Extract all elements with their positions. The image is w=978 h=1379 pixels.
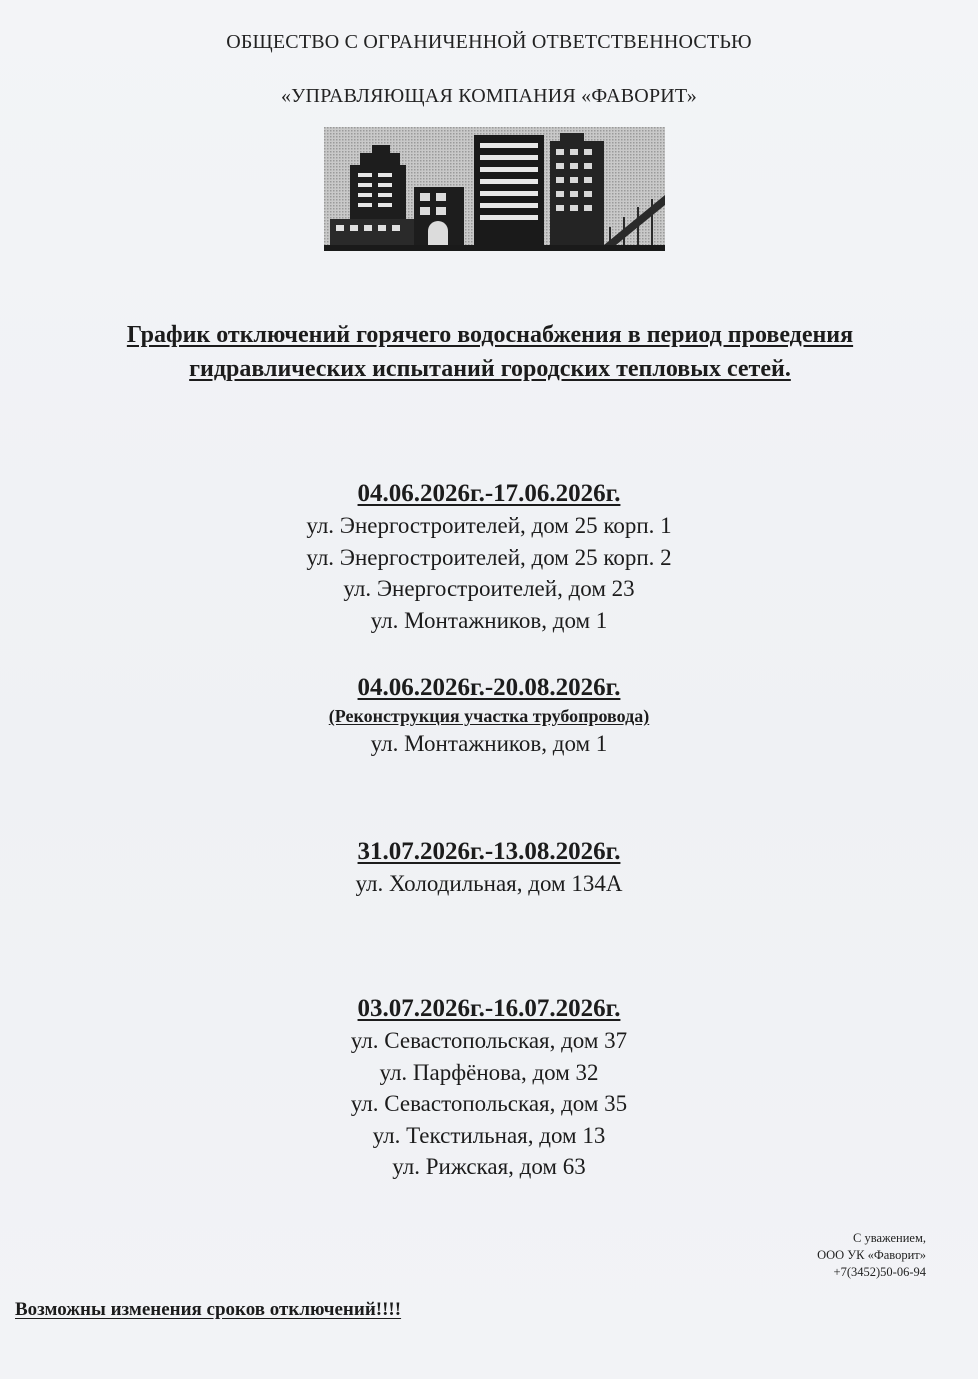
schedule-block <box>0 672 978 760</box>
address-line: ул. Холодильная, дом 134А <box>355 871 623 896</box>
city-buildings-logo <box>324 127 665 251</box>
address-line: ул. Текстильная, дом 13 <box>372 1122 606 1148</box>
period-dates: 04.06.2026г.-17.06.2026г. <box>357 480 621 507</box>
org-name-line-2: «УПРАВЛЯЮЩАЯ КОМПАНИЯ «ФАВОРИТ» <box>280 85 698 107</box>
address-line: ул. Энергостроителей, дом 25 корп. 1 <box>306 513 672 538</box>
address-line: ул. Энергостроителей, дом 23 <box>343 576 635 601</box>
period-note: (Реконструкция участка трубопровода) <box>328 706 650 726</box>
signature-phone: +7(3452)50-06-94 <box>833 1265 926 1279</box>
address-line: ул. Монтажников, дом 1 <box>370 607 608 633</box>
period-dates: 03.07.2026г.-16.07.2026г. <box>357 995 621 1022</box>
address-line: ул. Рижская, дом 63 <box>392 1154 586 1179</box>
schedule-change-warning: Возможны изменения сроков отключений!!!! <box>15 1299 402 1320</box>
address-line: ул. Монтажников, дом 1 <box>370 731 608 756</box>
signature-company: ООО УК «Фаворит» <box>817 1248 926 1262</box>
org-name-line-1: ОБЩЕСТВО С ОГРАНИЧЕННОЙ ОТВЕТСТВЕННОСТЬЮ <box>226 31 752 53</box>
signature-block <box>817 1230 926 1281</box>
schedule-block <box>0 836 978 900</box>
address-line: ул. Севастопольская, дом 35 <box>350 1091 628 1116</box>
schedule-block <box>0 993 978 1183</box>
address-line: ул. Энергостроителей, дом 25 корп. 2 <box>306 544 672 570</box>
signature-greeting: С уважением, <box>853 1231 926 1245</box>
address-line: ул. Севастопольская, дом 37 <box>350 1028 628 1053</box>
address-line: ул. Парфёнова, дом 32 <box>379 1059 599 1085</box>
schedule-block <box>0 478 978 636</box>
period-dates: 31.07.2026г.-13.08.2026г. <box>357 838 621 865</box>
period-dates: 04.06.2026г.-20.08.2026г. <box>357 674 621 701</box>
schedule-title: График отключений горячего водоснабжения в период проведения гидравлических испытаний городских тепловых сетей. <box>126 322 854 382</box>
